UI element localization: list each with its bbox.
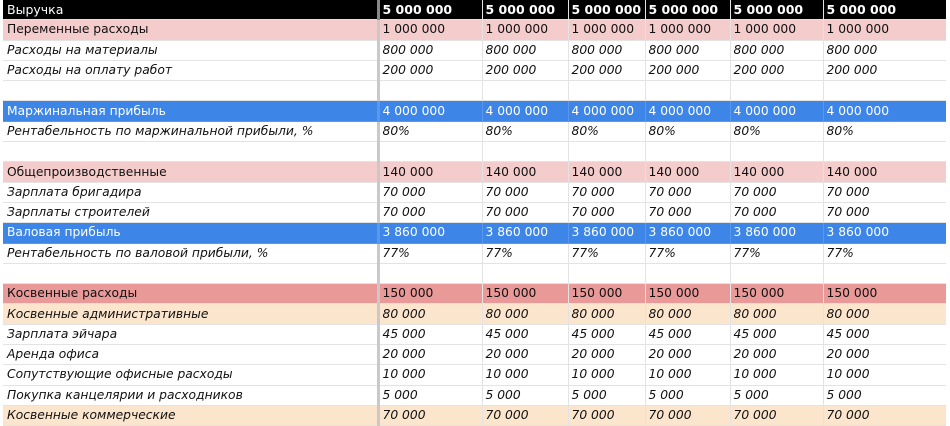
value-cell[interactable]: 140 000 xyxy=(730,162,823,182)
row-label-cell[interactable]: Зарплаты строителей xyxy=(3,202,378,222)
value-cell[interactable]: 1 000 000 xyxy=(823,20,946,40)
table-row xyxy=(3,345,946,365)
value-cell[interactable] xyxy=(730,142,823,162)
value-cell[interactable]: 4 000 000 xyxy=(823,101,946,121)
value-cell[interactable]: 80 000 xyxy=(645,304,730,324)
value-cell[interactable]: 1 000 000 xyxy=(730,20,823,40)
row-label-cell[interactable]: Зарплата эйчара xyxy=(3,324,378,344)
value-cell[interactable]: 5 000 000 xyxy=(645,0,730,20)
table-row xyxy=(3,162,946,182)
value-cell[interactable]: 1 000 000 xyxy=(645,20,730,40)
value-cell[interactable]: 200 000 xyxy=(645,60,730,80)
value-cell[interactable]: 20 000 xyxy=(568,345,645,365)
value-cell[interactable]: 140 000 xyxy=(568,162,645,182)
value-cell[interactable]: 70 000 xyxy=(568,182,645,202)
value-cell[interactable]: 5 000 000 xyxy=(730,0,823,20)
value-cell[interactable]: 80% xyxy=(482,121,568,141)
pnl-table xyxy=(3,0,946,426)
value-cell[interactable] xyxy=(568,263,645,283)
row-label-cell[interactable]: Общепроизводственные xyxy=(3,162,378,182)
value-cell[interactable]: 45 000 xyxy=(568,324,645,344)
row-label-cell[interactable]: Зарплата бригадира xyxy=(3,182,378,202)
value-cell[interactable]: 200 000 xyxy=(378,60,482,80)
value-cell[interactable]: 3 860 000 xyxy=(730,223,823,243)
table-row xyxy=(3,284,946,304)
value-cell[interactable]: 150 000 xyxy=(823,284,946,304)
table-row xyxy=(3,223,946,243)
value-cell[interactable]: 70 000 xyxy=(823,182,946,202)
value-cell[interactable]: 70 000 xyxy=(823,202,946,222)
value-cell[interactable]: 200 000 xyxy=(823,60,946,80)
value-cell[interactable]: 5 000 xyxy=(482,385,568,405)
table-row xyxy=(3,101,946,121)
row-label-cell[interactable]: Валовая прибыль xyxy=(3,223,378,243)
table-row xyxy=(3,202,946,222)
value-cell[interactable]: 70 000 xyxy=(378,182,482,202)
value-cell[interactable]: 70 000 xyxy=(568,405,645,425)
table-row xyxy=(3,243,946,263)
value-cell[interactable]: 1 000 000 xyxy=(378,20,482,40)
value-cell[interactable]: 10 000 xyxy=(568,365,645,385)
value-cell[interactable]: 5 000 000 xyxy=(482,0,568,20)
value-cell[interactable]: 3 860 000 xyxy=(568,223,645,243)
value-cell[interactable]: 150 000 xyxy=(568,284,645,304)
value-cell[interactable]: 80% xyxy=(645,121,730,141)
value-cell[interactable] xyxy=(730,263,823,283)
value-cell[interactable] xyxy=(378,142,482,162)
table-row xyxy=(3,81,946,101)
table-row xyxy=(3,324,946,344)
value-cell[interactable]: 70 000 xyxy=(568,202,645,222)
value-cell[interactable]: 4 000 000 xyxy=(645,101,730,121)
spreadsheet xyxy=(3,0,946,423)
value-cell[interactable]: 150 000 xyxy=(730,284,823,304)
value-cell[interactable]: 77% xyxy=(482,243,568,263)
value-cell[interactable]: 70 000 xyxy=(378,405,482,425)
value-cell[interactable]: 4 000 000 xyxy=(482,101,568,121)
value-cell[interactable] xyxy=(645,263,730,283)
row-label-cell[interactable] xyxy=(3,263,378,283)
table-row xyxy=(3,365,946,385)
row-label-cell[interactable]: Косвенные административные xyxy=(3,304,378,324)
value-cell[interactable] xyxy=(823,263,946,283)
value-cell[interactable]: 5 000 000 xyxy=(378,0,482,20)
value-cell[interactable]: 80% xyxy=(823,121,946,141)
value-cell[interactable]: 140 000 xyxy=(645,162,730,182)
value-cell[interactable]: 4 000 000 xyxy=(730,101,823,121)
value-cell[interactable]: 200 000 xyxy=(730,60,823,80)
value-cell[interactable]: 3 860 000 xyxy=(645,223,730,243)
value-cell[interactable]: 70 000 xyxy=(730,202,823,222)
value-cell[interactable]: 800 000 xyxy=(645,40,730,60)
value-cell[interactable]: 20 000 xyxy=(730,345,823,365)
value-cell[interactable]: 77% xyxy=(730,243,823,263)
value-cell[interactable] xyxy=(568,142,645,162)
value-cell[interactable]: 200 000 xyxy=(482,60,568,80)
value-cell[interactable] xyxy=(645,81,730,101)
value-cell[interactable]: 150 000 xyxy=(645,284,730,304)
value-cell[interactable]: 80% xyxy=(730,121,823,141)
value-cell[interactable]: 70 000 xyxy=(482,182,568,202)
table-row xyxy=(3,0,946,20)
value-cell[interactable]: 10 000 xyxy=(823,365,946,385)
row-label-cell[interactable]: Косвенные расходы xyxy=(3,284,378,304)
row-label-cell[interactable] xyxy=(3,142,378,162)
value-cell[interactable]: 3 860 000 xyxy=(823,223,946,243)
table-row xyxy=(3,182,946,202)
row-label-cell[interactable] xyxy=(3,81,378,101)
value-cell[interactable]: 20 000 xyxy=(645,345,730,365)
value-cell[interactable]: 10 000 xyxy=(645,365,730,385)
table-row xyxy=(3,20,946,40)
value-cell[interactable]: 10 000 xyxy=(482,365,568,385)
value-cell[interactable]: 70 000 xyxy=(482,202,568,222)
row-label-cell[interactable]: Переменные расходы xyxy=(3,20,378,40)
value-cell[interactable]: 5 000 000 xyxy=(823,0,946,20)
table-row xyxy=(3,385,946,405)
value-cell[interactable]: 70 000 xyxy=(730,405,823,425)
value-cell[interactable]: 800 000 xyxy=(823,40,946,60)
value-cell[interactable]: 3 860 000 xyxy=(482,223,568,243)
value-cell[interactable] xyxy=(482,81,568,101)
value-cell[interactable]: 70 000 xyxy=(378,202,482,222)
value-cell[interactable]: 1 000 000 xyxy=(482,20,568,40)
value-cell[interactable]: 77% xyxy=(568,243,645,263)
value-cell[interactable]: 800 000 xyxy=(378,40,482,60)
value-cell[interactable]: 80 000 xyxy=(378,304,482,324)
value-cell[interactable]: 45 000 xyxy=(645,324,730,344)
value-cell[interactable]: 77% xyxy=(378,243,482,263)
value-cell[interactable]: 70 000 xyxy=(645,405,730,425)
value-cell[interactable] xyxy=(378,81,482,101)
table-row xyxy=(3,60,946,80)
value-cell[interactable]: 5 000 xyxy=(823,385,946,405)
value-cell[interactable]: 150 000 xyxy=(378,284,482,304)
value-cell[interactable]: 77% xyxy=(645,243,730,263)
value-cell[interactable]: 45 000 xyxy=(482,324,568,344)
value-cell[interactable]: 70 000 xyxy=(645,202,730,222)
row-label-cell[interactable]: Рентабельность по маржинальной прибыли, % xyxy=(3,121,378,141)
table-row xyxy=(3,121,946,141)
value-cell[interactable]: 800 000 xyxy=(482,40,568,60)
row-label-cell[interactable]: Покупка канцелярии и расходников xyxy=(3,385,378,405)
value-cell[interactable]: 4 000 000 xyxy=(568,101,645,121)
value-cell[interactable]: 70 000 xyxy=(823,405,946,425)
table-row xyxy=(3,142,946,162)
value-cell[interactable] xyxy=(823,81,946,101)
value-cell[interactable]: 140 000 xyxy=(823,162,946,182)
row-label-cell[interactable]: Косвенные коммерческие xyxy=(3,405,378,425)
value-cell[interactable]: 200 000 xyxy=(568,60,645,80)
table-row xyxy=(3,40,946,60)
value-cell[interactable]: 20 000 xyxy=(482,345,568,365)
value-cell[interactable]: 1 000 000 xyxy=(568,20,645,40)
value-cell[interactable]: 45 000 xyxy=(823,324,946,344)
value-cell[interactable] xyxy=(568,81,645,101)
value-cell[interactable]: 150 000 xyxy=(482,284,568,304)
row-label-cell[interactable]: Расходы на материалы xyxy=(3,40,378,60)
value-cell[interactable]: 80 000 xyxy=(730,304,823,324)
row-label-cell[interactable]: Рентабельность по валовой прибыли, % xyxy=(3,243,378,263)
value-cell[interactable] xyxy=(482,263,568,283)
value-cell[interactable]: 800 000 xyxy=(568,40,645,60)
value-cell[interactable]: 80 000 xyxy=(568,304,645,324)
value-cell[interactable] xyxy=(378,263,482,283)
row-label-cell[interactable]: Маржинальная прибыль xyxy=(3,101,378,121)
value-cell[interactable]: 5 000 xyxy=(378,385,482,405)
value-cell[interactable]: 10 000 xyxy=(730,365,823,385)
value-cell[interactable]: 45 000 xyxy=(730,324,823,344)
value-cell[interactable]: 20 000 xyxy=(823,345,946,365)
value-cell[interactable]: 70 000 xyxy=(730,182,823,202)
value-cell[interactable]: 10 000 xyxy=(378,365,482,385)
value-cell[interactable]: 5 000 xyxy=(730,385,823,405)
table-row xyxy=(3,263,946,283)
value-cell[interactable]: 70 000 xyxy=(645,182,730,202)
value-cell[interactable]: 20 000 xyxy=(378,345,482,365)
value-cell[interactable]: 5 000 000 xyxy=(568,0,645,20)
value-cell[interactable] xyxy=(482,142,568,162)
value-cell[interactable]: 45 000 xyxy=(378,324,482,344)
value-cell[interactable]: 77% xyxy=(823,243,946,263)
row-label-cell[interactable]: Выручка xyxy=(3,0,378,20)
value-cell[interactable] xyxy=(645,142,730,162)
value-cell[interactable] xyxy=(730,81,823,101)
value-cell[interactable]: 5 000 xyxy=(645,385,730,405)
value-cell[interactable]: 800 000 xyxy=(730,40,823,60)
row-label-cell[interactable]: Расходы на оплату работ xyxy=(3,60,378,80)
value-cell[interactable]: 70 000 xyxy=(482,405,568,425)
value-cell[interactable]: 80% xyxy=(378,121,482,141)
value-cell[interactable]: 80 000 xyxy=(482,304,568,324)
value-cell[interactable]: 140 000 xyxy=(482,162,568,182)
value-cell[interactable]: 5 000 xyxy=(568,385,645,405)
value-cell[interactable]: 4 000 000 xyxy=(378,101,482,121)
value-cell[interactable]: 140 000 xyxy=(378,162,482,182)
row-label-cell[interactable]: Сопутствующие офисные расходы xyxy=(3,365,378,385)
value-cell[interactable]: 80% xyxy=(568,121,645,141)
value-cell[interactable]: 3 860 000 xyxy=(378,223,482,243)
value-cell[interactable] xyxy=(823,142,946,162)
table-row xyxy=(3,405,946,425)
row-label-cell[interactable]: Аренда офиса xyxy=(3,345,378,365)
value-cell[interactable]: 80 000 xyxy=(823,304,946,324)
table-row xyxy=(3,304,946,324)
